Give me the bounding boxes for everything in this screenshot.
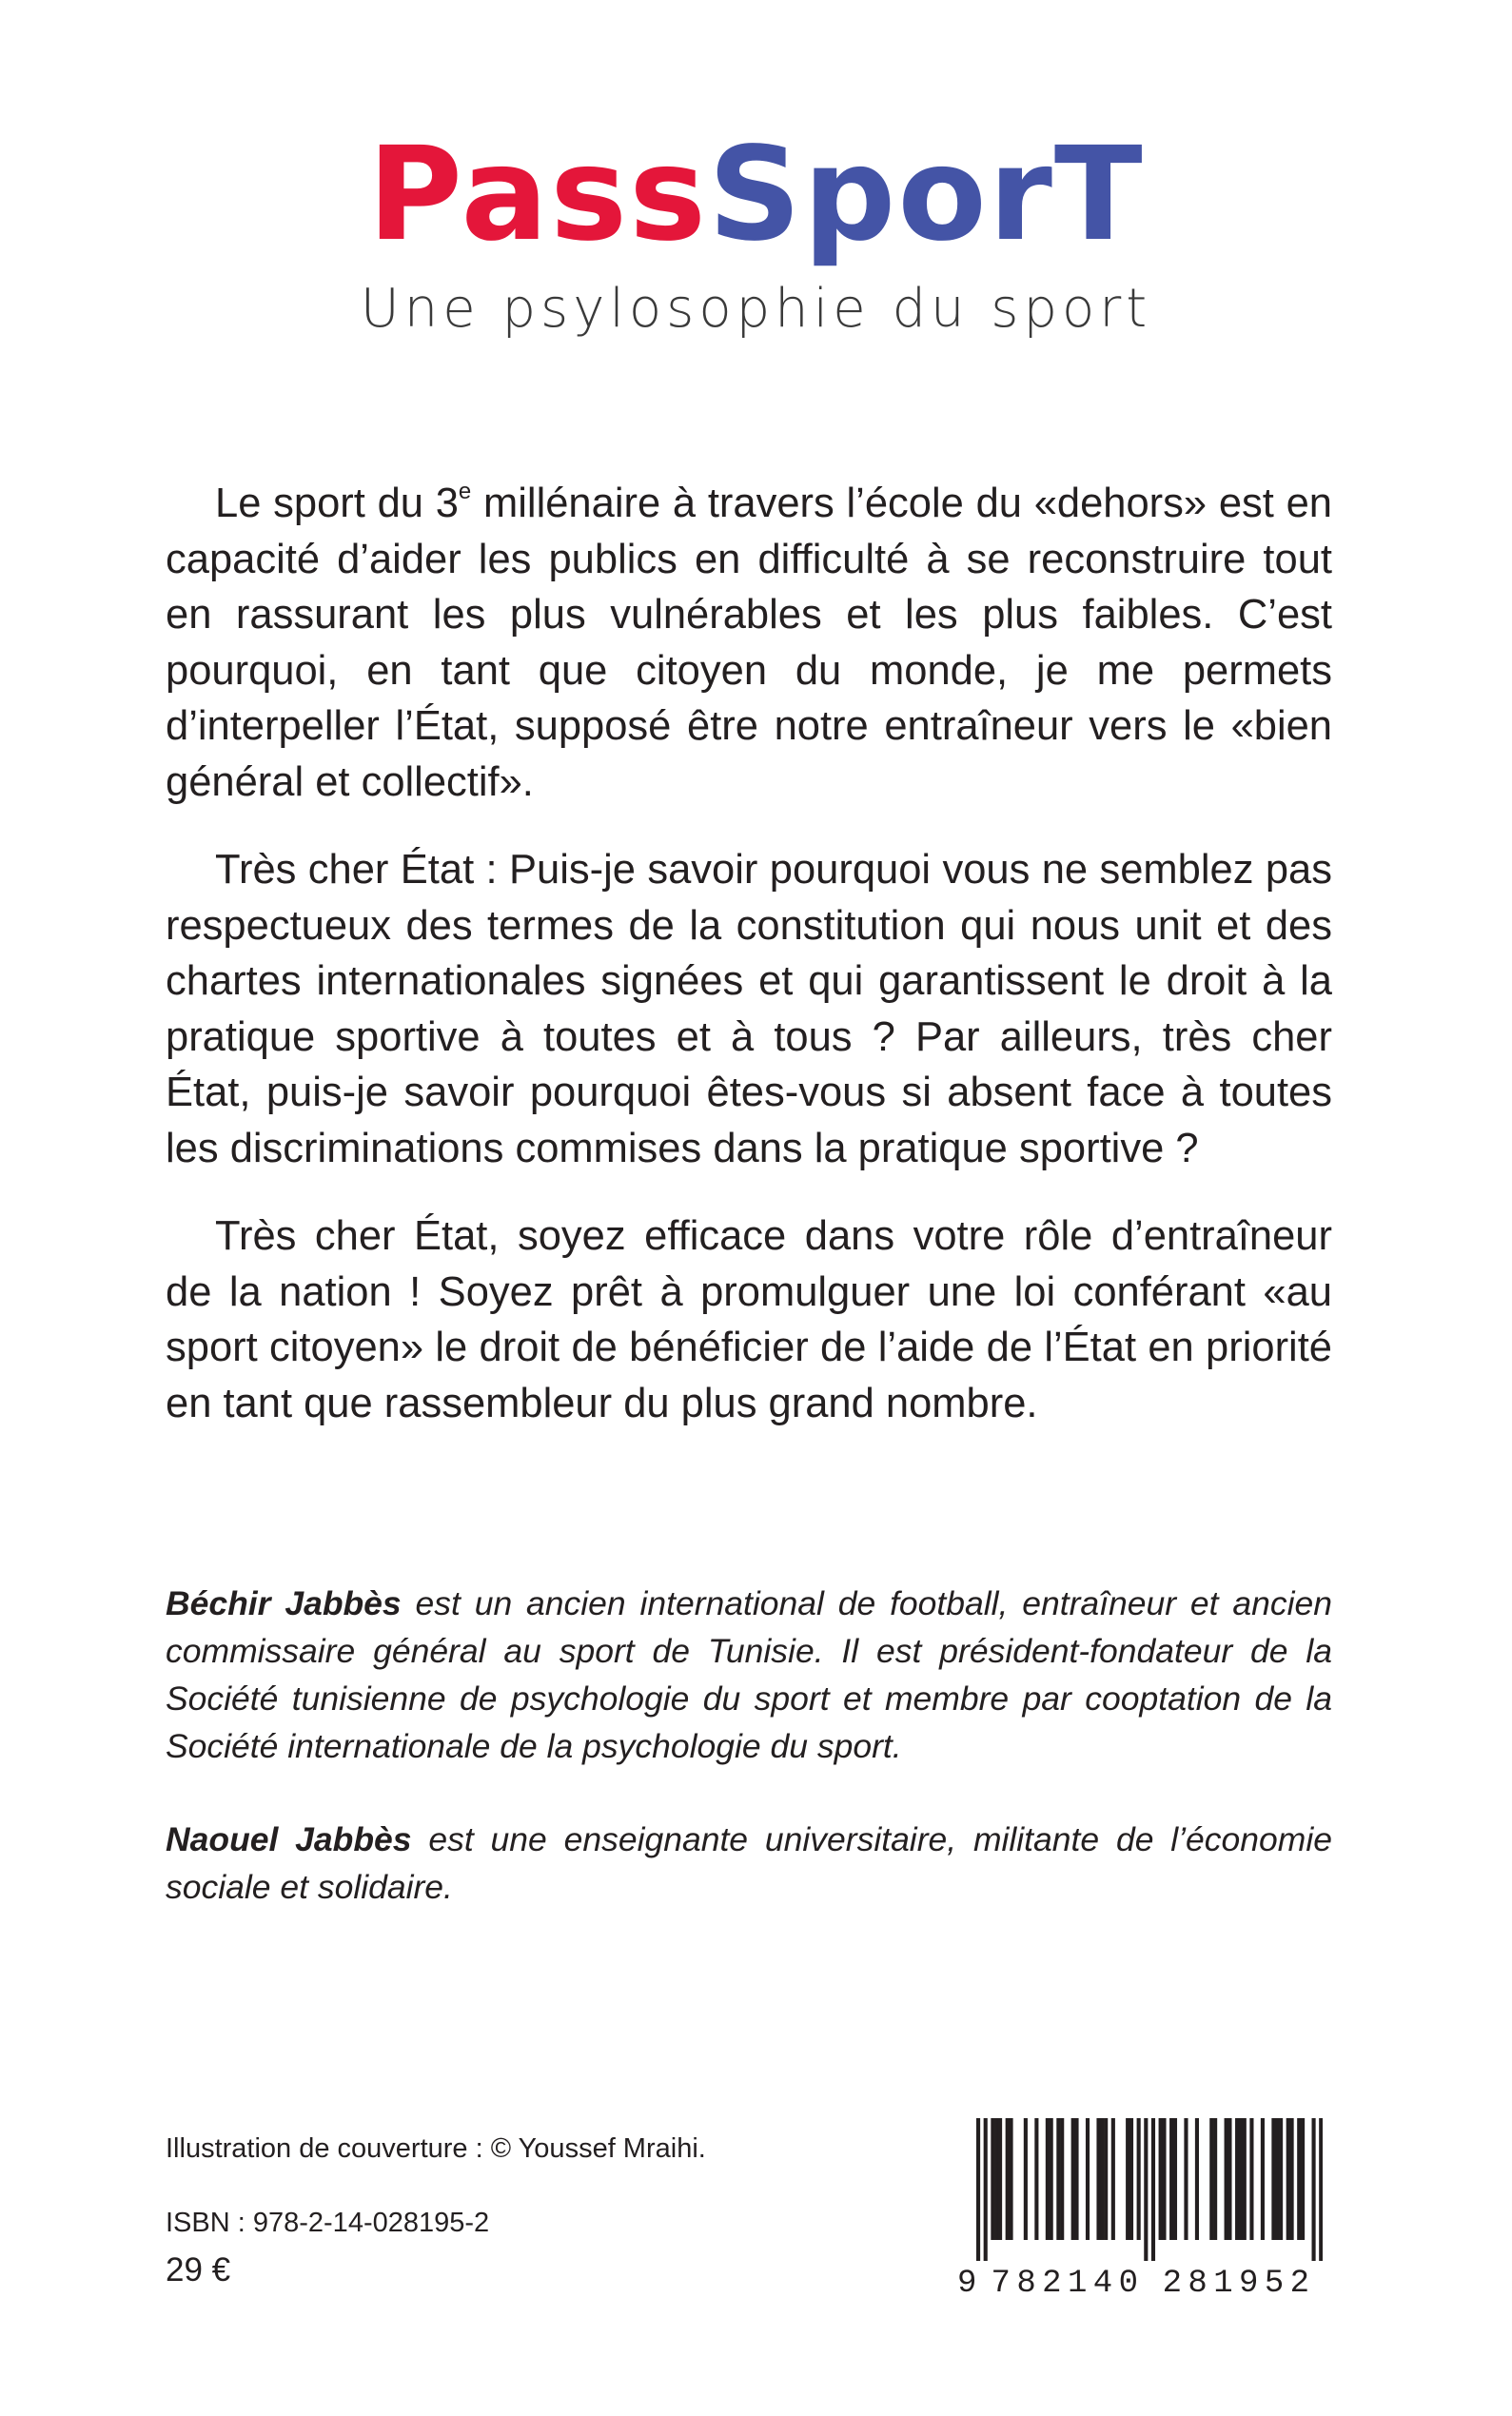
author-1-description: est un ancien international de football, entraîneur et ancien commissaire général au sport de Tunisie. Il est président-fondateur de la Société tunisienne de psychologie du sport et membre par cooptation de la Société internationale de la psychologie du sport.: [166, 1584, 1332, 1765]
barcode-bar: [991, 2118, 994, 2240]
barcode-bar: [1006, 2118, 1010, 2240]
blurb-paragraph-1: [166, 476, 1332, 810]
barcode-digit: 4: [1092, 2266, 1113, 2302]
barcode-number: [957, 2265, 1338, 2303]
barcode-bar: [1275, 2118, 1279, 2240]
barcode-digit: 2: [1289, 2266, 1310, 2302]
barcode-bar: [1243, 2118, 1247, 2240]
barcode-bar: [1184, 2118, 1188, 2240]
barcode-bar: [1159, 2118, 1163, 2240]
barcode-bar: [1046, 2118, 1050, 2240]
price: 29 €: [166, 2251, 231, 2288]
barcode-bar: [976, 2118, 980, 2261]
barcode-digit: 1: [1067, 2266, 1088, 2302]
barcode-bar: [1279, 2118, 1283, 2240]
barcode-digit: 1: [1213, 2266, 1233, 2302]
barcode-bar: [1126, 2118, 1129, 2240]
book-title: [0, 120, 1512, 270]
barcode-bar: [1286, 2118, 1290, 2240]
barcode-bar: [1173, 2118, 1177, 2240]
barcode-bar: [1319, 2118, 1323, 2261]
back-cover-blurb: [166, 476, 1332, 1463]
title-part-pass: Pass: [367, 120, 709, 270]
barcode-digit: 8: [1016, 2266, 1036, 2302]
author-2-name: Naouel Jabbès: [166, 1820, 412, 1858]
barcode-digit: 2: [1162, 2266, 1182, 2302]
barcode-bar: [1239, 2118, 1243, 2240]
barcode-bar: [1235, 2118, 1239, 2240]
barcode-bar: [1024, 2118, 1028, 2240]
barcode-digit: 7: [991, 2266, 1011, 2302]
author-2-description: est une enseignante universitaire, militante de l’économie sociale et solidaire.: [166, 1820, 1332, 1906]
barcode-bar: [1312, 2118, 1316, 2261]
author-1-name: Béchir Jabbès: [166, 1584, 402, 1622]
author-bio-2: [166, 1816, 1332, 1911]
barcode-bar: [1249, 2118, 1253, 2240]
barcode-digit: 2: [1042, 2266, 1062, 2302]
barcode: [976, 2118, 1323, 2261]
publication-credits: [166, 2130, 832, 2293]
blurb-p1-rest: millénaire à travers l’école du «dehors» est en capacité d’aider les publics en difficulté à se reconstruire tout en rassurant les plus vulnérables et les plus faibles. C’est pourquoi, en tant que citoyen du monde, je me permets d’interpeller l’État, supposé être notre entraîneur vers le «bien général et collectif».: [166, 481, 1332, 805]
barcode-bar: [1137, 2118, 1141, 2240]
blurb-p1-start: Le sport du 3: [215, 481, 459, 526]
barcode-bar: [1050, 2118, 1053, 2240]
barcode-bar: [1271, 2118, 1275, 2240]
blurb-p1-superscript: e: [458, 479, 472, 504]
barcode-bar: [1060, 2118, 1064, 2240]
barcode-bar: [1096, 2118, 1100, 2240]
barcode-bar: [1009, 2118, 1012, 2240]
barcode-bar: [1213, 2118, 1217, 2240]
barcode-bars: [976, 2118, 1323, 2261]
barcode-digit: 9: [957, 2266, 977, 2302]
author-bios: [166, 1580, 1332, 1956]
barcode-bar: [1297, 2118, 1301, 2240]
barcode-digit: 0: [1118, 2266, 1138, 2302]
barcode-bar: [1071, 2118, 1075, 2240]
barcode-bar: [1227, 2118, 1231, 2240]
barcode-bar: [1056, 2118, 1060, 2240]
barcode-bar: [1261, 2118, 1265, 2240]
barcode-bar: [1144, 2118, 1148, 2261]
barcode-bar: [1129, 2118, 1133, 2240]
barcode-bar: [1111, 2118, 1115, 2240]
barcode-bar: [1209, 2118, 1213, 2240]
blurb-paragraph-2: Très cher État : Puis-je savoir pourquoi vous ne semblez pas respectueux des termes de la constitution qui nous unit et des chartes internationales signées et qui garantissent le droit à la pratique sportive à toutes et à tous ? Par ailleurs, très cher État, puis-je savoir pourquoi êtes-vous si absent face à toutes les discriminations commises dans la pratique sportive ?: [166, 847, 1332, 1171]
barcode-digit: 8: [1188, 2266, 1208, 2302]
title-part-sport: SporT: [708, 120, 1145, 270]
barcode-bar: [1195, 2118, 1199, 2240]
isbn: ISBN : 978-2-14-028195-2: [166, 2208, 490, 2238]
barcode-bar: [1034, 2118, 1038, 2240]
barcode-bar: [1086, 2118, 1090, 2240]
barcode-bar: [984, 2118, 988, 2261]
title-block: [0, 120, 1512, 343]
barcode-digit: 9: [1239, 2266, 1259, 2302]
blurb-paragraph-3: Très cher État, soyez efficace dans votre rôle d’entraîneur de la nation ! Soyez prêt à promulguer une loi conférant «au sport citoyen» le droit de bénéficier de l’aide de l’État en priorité en tant que rassembleur du plus grand nombre.: [166, 1213, 1332, 1426]
barcode-bar: [998, 2118, 1002, 2240]
book-subtitle: Une psylosophie du sport: [360, 278, 1152, 340]
barcode-bar: [1151, 2118, 1155, 2261]
barcode-digit: 5: [1264, 2266, 1285, 2302]
barcode-bar: [1225, 2118, 1228, 2240]
barcode-bar: [1162, 2118, 1166, 2240]
barcode-bar: [1169, 2118, 1173, 2240]
barcode-bar: [1290, 2118, 1294, 2240]
author-bio-1: [166, 1580, 1332, 1770]
barcode-bar: [994, 2118, 998, 2240]
barcode-bar: [1100, 2118, 1104, 2240]
barcode-bar: [1104, 2118, 1108, 2240]
illustration-credit: Illustration de couverture : © Youssef Mraihi.: [166, 2133, 706, 2164]
barcode-bar: [1301, 2118, 1305, 2240]
barcode-bar: [1074, 2118, 1078, 2240]
